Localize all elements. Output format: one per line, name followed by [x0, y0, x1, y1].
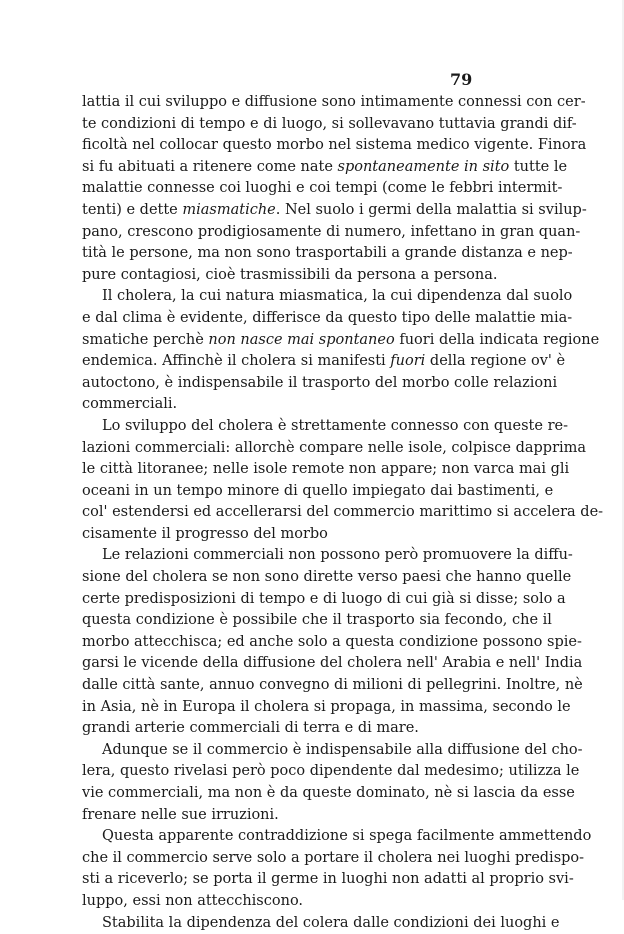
- text-line: sti a riceverlo; se porta il germe in luoghi non adatti al proprio svi-: [82, 871, 574, 888]
- text-line: garsi le vicende della diffusione del cholera nell' Arabia e nell' India: [82, 655, 583, 672]
- text-line: le città litoranee; nelle isole remote non appare; non varca mai gli: [82, 461, 570, 478]
- text-line: autoctono, è indispensabile il trasporto del morbo colle relazioni: [82, 374, 558, 391]
- body-text: [82, 92, 604, 934]
- text-line: Lo sviluppo del cholera è strettamente connesso con queste re-: [102, 417, 568, 434]
- text-line: smatiche perchè non nasce mai spontaneo fuori della indicata regione: [82, 331, 600, 348]
- text-line: si fu abituati a ritenere come nate spontaneamente in sito tutte le: [82, 158, 568, 175]
- page-number: 79: [450, 70, 473, 89]
- text-line: col' estendersi ed accellerarsi del commercio marittimo si accelera de-: [82, 504, 604, 521]
- text-line: frenare nelle sue irruzioni.: [82, 806, 279, 823]
- text-line: endemica. Affinchè il cholera si manifesti fuori della regione ov' è: [82, 353, 566, 370]
- text-line: cisamente il progresso del morbo: [82, 525, 328, 542]
- text-line: lazioni commerciali: allorchè compare nelle isole, colpisce dapprima: [82, 439, 587, 456]
- text-line: che il commercio serve solo a portare il cholera nei luoghi predispo-: [82, 849, 585, 866]
- text-line: commerciali.: [82, 396, 178, 413]
- text-line: sione del cholera se non sono dirette verso paesi che hanno quelle: [82, 569, 572, 586]
- text-line: Stabilita la dipendenza del colera dalle condizioni dei luoghi e: [102, 914, 560, 931]
- text-line: oceani in un tempo minore di quello impiegato dai bastimenti, e: [82, 482, 554, 499]
- text-line: lera, questo rivelasi però poco dipendente dal medesimo; utilizza le: [82, 763, 580, 780]
- text-line: te condizioni di tempo e di luogo, si sollevavano tuttavia grandi dif-: [82, 115, 577, 132]
- text-line: malattie connesse coi luoghi e coi tempi (come le febbri intermit-: [82, 180, 563, 197]
- text-line: pure contagiosi, cioè trasmissibili da persona a persona.: [82, 266, 498, 283]
- text-line: luppo, essi non attecchiscono.: [82, 892, 304, 909]
- text-line: in Asia, nè in Europa il cholera si propaga, in massima, secondo le: [82, 698, 571, 715]
- text-line: lattia il cui sviluppo e diffusione sono intimamente connessi con cer-: [82, 94, 586, 110]
- text-line: ficoltà nel collocar questo morbo nel sistema medico vigente. Finora: [82, 137, 587, 154]
- text-line: pano, crescono prodigiosamente di numero, infettano in gran quan-: [82, 223, 581, 240]
- text-line: Il cholera, la cui natura miasmatica, la cui dipendenza dal suolo: [102, 288, 573, 305]
- text-line: e dal clima è evidente, differisce da questo tipo delle malattie mia-: [82, 309, 573, 326]
- text-line: questa condizione è possibile che il trasporto sia fecondo, che il: [82, 612, 552, 629]
- text-line: vie commerciali, ma non è da queste dominato, nè si lascia da esse: [82, 785, 575, 801]
- text-line: Le relazioni commerciali non possono però promuovere la diffu-: [102, 547, 573, 564]
- text-line: grandi arterie commerciali di terra e di mare.: [82, 720, 419, 737]
- text-line: Adunque se il commercio è indispensabile alla diffusione del cho-: [102, 741, 583, 758]
- text-line: tità le persone, ma non sono trasportabili a grande distanza e nep-: [82, 245, 573, 262]
- text-line: dalle città sante, annuo convegno di milioni di pellegrini. Inoltre, nè: [82, 677, 583, 694]
- text-line: Questa apparente contraddizione si spega facilmente ammettendo: [102, 828, 592, 845]
- text-line: certe predisposizioni di tempo e di luogo di cui già si disse; solo a: [82, 590, 566, 607]
- text-line: tenti) e dette miasmatiche. Nel suolo i germi della malattia si svilup-: [82, 201, 587, 218]
- text-line: morbo attecchisca; ed anche solo a questa condizione possono spie-: [82, 633, 582, 650]
